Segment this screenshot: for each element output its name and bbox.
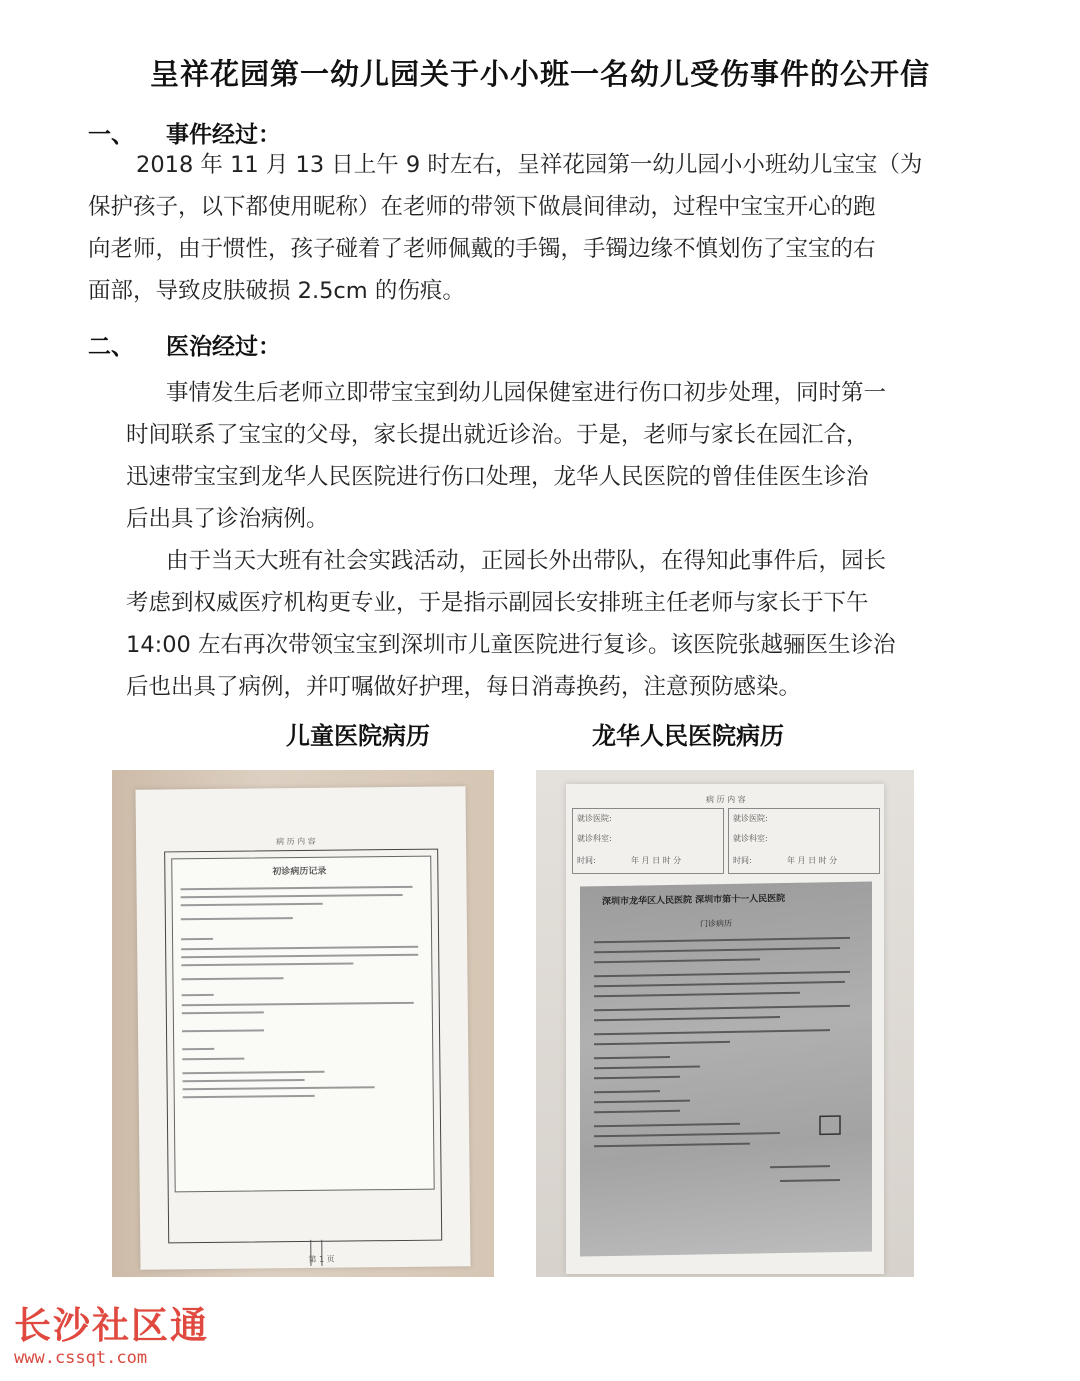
medical-record-sheet xyxy=(135,786,470,1269)
paragraph-incident xyxy=(88,144,1014,312)
paragraph-line: 事情发生后老师立即带宝宝到幼儿园保健室进行伤口初步处理，同时第一 xyxy=(166,380,887,406)
record-title: 初诊病历记录 xyxy=(272,866,327,878)
site-watermark xyxy=(14,1306,209,1368)
paragraph-line: 时间联系了宝宝的父母，家长提出就近诊治。于是，老师与家长在园汇合， xyxy=(126,422,869,448)
paragraph-line: 迅速带宝宝到龙华人民医院进行伤口处理，龙华人民医院的曾佳佳医生诊治 xyxy=(126,464,869,490)
caption-longhua-hospital: 龙华人民医院病历 xyxy=(592,722,784,750)
record-header: 病 历 内 容 xyxy=(276,836,316,847)
slip-text-lines xyxy=(580,929,872,1254)
section-heading-2 xyxy=(88,328,281,361)
paragraph-line: 面部，导致皮肤破损 2.5cm 的伤痕。 xyxy=(88,278,465,304)
paragraph-line: 后出具了诊治病例。 xyxy=(126,506,329,532)
hospital-banner: 深圳市龙华区人民医院 深圳市第十一人民医院 xyxy=(602,893,786,908)
paragraph-treatment-1 xyxy=(126,372,1016,540)
section-number: 二、 xyxy=(88,334,134,360)
record-form-left xyxy=(572,808,724,874)
watermark-logo: 长沙社区通 xyxy=(14,1304,209,1347)
caption-childrens-hospital: 儿童医院病历 xyxy=(286,722,430,750)
paragraph-line: 由于当天大班有社会实践活动，正园长外出带队，在得知此事件后，园长 xyxy=(166,548,887,574)
record-inner-frame xyxy=(171,856,434,1193)
doc-type: 门诊病历 xyxy=(700,918,732,929)
field-label: 年 月 日 时 分 xyxy=(787,856,838,865)
paragraph-line: 向老师，由于惯性，孩子碰着了老师佩戴的手镯，手镯边缘不慎划伤了宝宝的右 xyxy=(88,236,876,262)
paragraph-line: 2018 年 11 月 13 日上午 9 时左右，呈祥花园第一幼儿园小小班幼儿宝宝（为 xyxy=(136,152,923,178)
paragraph-line: 后也出具了病例，并叮嘱做好护理，每日消毒换药，注意预防感染。 xyxy=(126,674,802,700)
field-label: 就诊科室: xyxy=(733,834,768,843)
field-label: 时间: xyxy=(577,856,596,865)
field-label: 年 月 日 时 分 xyxy=(631,856,682,865)
section-title: 事件经过： xyxy=(166,122,281,148)
paragraph-line: 考虑到权威医疗机构更专业，于是指示副园长安排班主任老师与家长于下午 xyxy=(126,590,869,616)
record-header: 病 历 内 容 xyxy=(706,795,746,804)
field-label: 就诊医院: xyxy=(733,814,768,823)
record-form-right xyxy=(728,808,880,874)
section-title: 医治经过： xyxy=(166,334,281,360)
field-label: 就诊科室: xyxy=(577,834,612,843)
paragraph-line: 保护孩子，以下都使用昵称）在老师的带领下做晨间律动，过程中宝宝开心的跑 xyxy=(88,194,876,220)
field-label: 时间: xyxy=(733,856,752,865)
photo-childrens-hospital-record xyxy=(112,770,494,1277)
record-frame xyxy=(164,849,442,1244)
printed-prescription-slip xyxy=(580,881,872,1256)
record-text-lines xyxy=(172,877,433,1210)
photo-longhua-hospital-record xyxy=(536,770,914,1277)
field-label: 就诊医院: xyxy=(577,814,612,823)
paragraph-line: 14:00 左右再次带领宝宝到深圳市儿童医院进行复诊。该医院张越骊医生诊治 xyxy=(126,632,896,658)
paragraph-treatment-2 xyxy=(126,540,1016,708)
page-number: 第 1 页 xyxy=(308,1254,335,1264)
watermark-url: www.cssqt.com xyxy=(14,1348,148,1368)
page-title: 呈祥花园第一幼儿园关于小小班一名幼儿受伤事件的公开信 xyxy=(149,57,930,91)
section-number: 一、 xyxy=(88,122,134,148)
medical-record-sheet xyxy=(566,784,884,1274)
